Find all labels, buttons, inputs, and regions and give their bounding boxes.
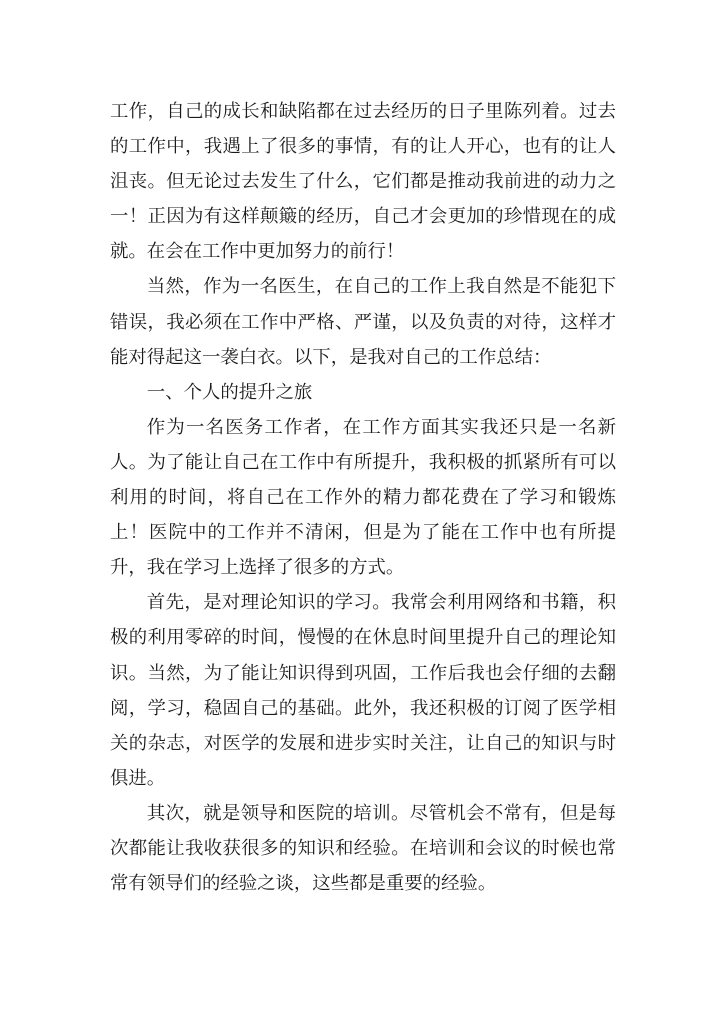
- section-heading: 一、个人的提升之旅: [146, 381, 313, 403]
- document-body: [110, 94, 616, 901]
- paragraph-personal-growth: 作为一名医务工作者，在工作方面其实我还只是一名新人。为了能让自己在工作中有所提升，我积极的抓紧所有可以利用的时间，将自己在工作外的精力都花费在了学习和锻炼上！医院中的工作并不清闲，但是为了能在工作中也有所提升，我在学习上选择了很多的方式。: [110, 416, 616, 579]
- paragraph-theory-study: 首先，是对理论知识的学习。我常会利用网络和书籍，积极的利用零碎的时间，慢慢的在休息时间里提升自己的理论知识。当然，为了能让知识得到巩固，工作后我也会仔细的去翻阅，学习，稳固自己的基础。此外，我还积极的订阅了医学相关的杂志，对医学的发展和进步实时关注，让自己的知识与时俱进。: [110, 592, 616, 789]
- paragraph-continuation: 工作，自己的成长和缺陷都在过去经历的日子里陈列着。过去的工作中，我遇上了很多的事情，有的让人开心，也有的让人沮丧。但无论过去发生了什么，它们都是推动我前进的动力之一！正因为有这样颠簸的经历，自己才会更加的珍惜现在的成就。在会在工作中更加努力的前行！: [110, 101, 616, 263]
- paragraph-intro: 当然，作为一名医生，在自己的工作上我自然是不能犯下错误，我必须在工作中严格、严谨，以及负责的对待，这样才能对得起这一袭白衣。以下，是我对自己的工作总结：: [110, 276, 616, 368]
- paragraph-training: 其次，就是领导和医院的培训。尽管机会不常有，但是每次都能让我收获很多的知识和经验。在培训和会议的时候也常常有领导们的经验之谈，这些都是重要的经验。: [110, 802, 616, 895]
